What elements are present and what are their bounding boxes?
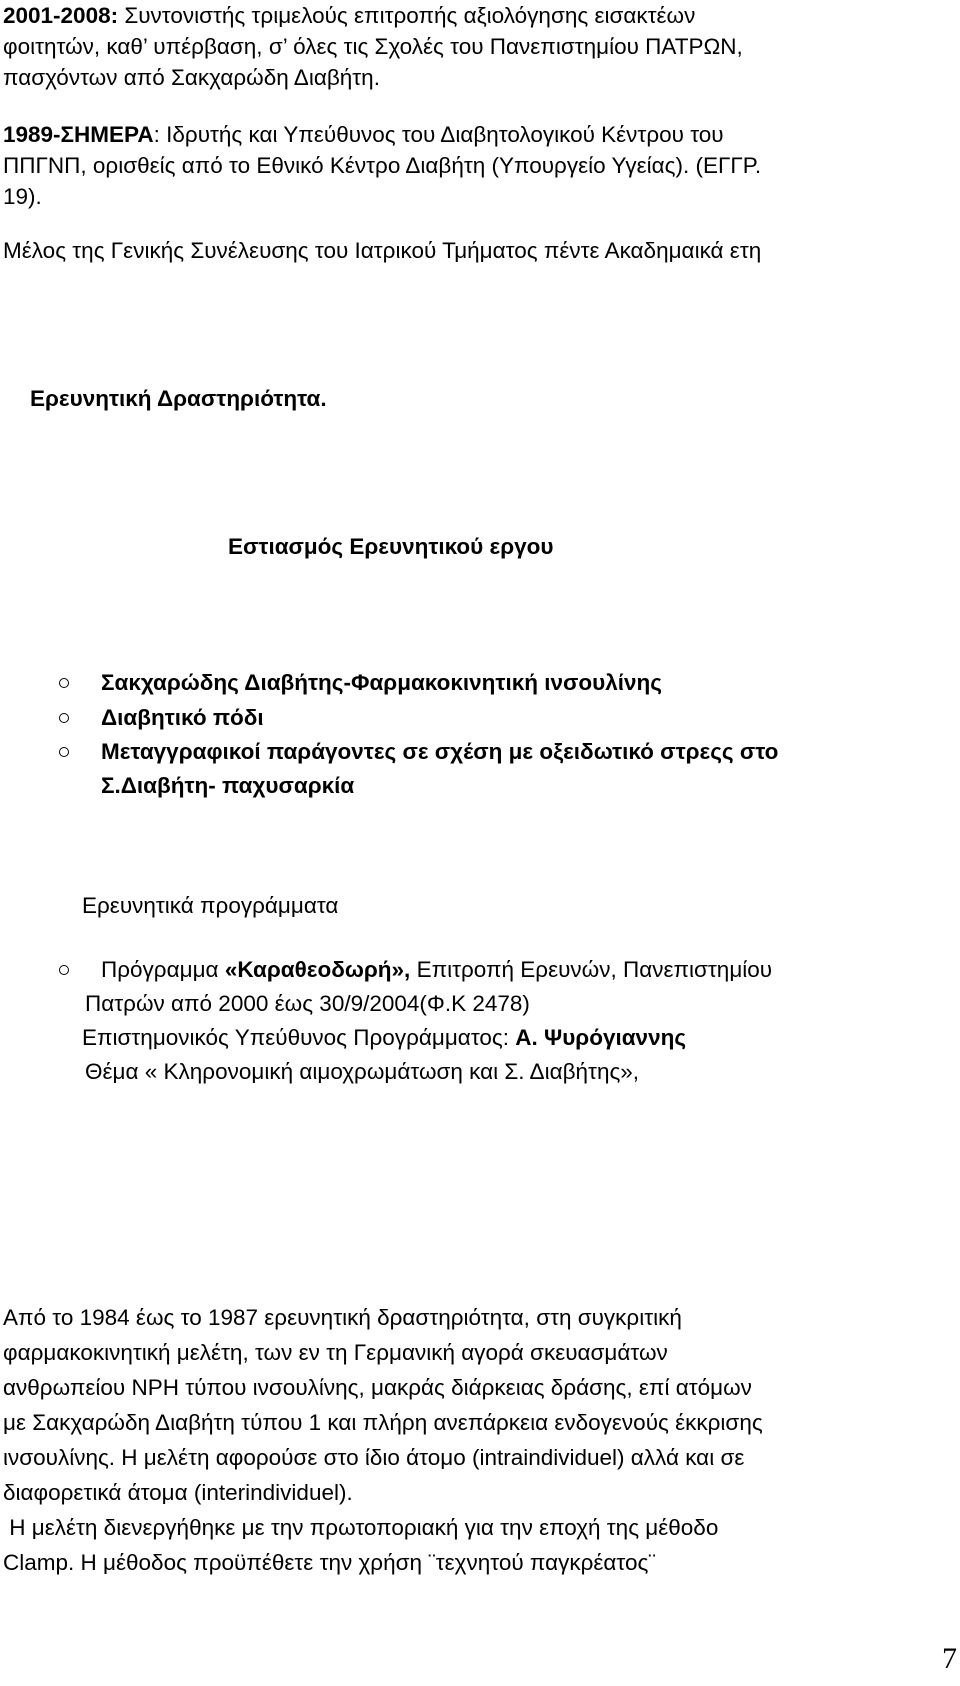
paragraph-line: ανθρωπείου NPH τύπου ινσουλίνης, μακράς διάρκειας δράσης, επί ατόμων (3, 1375, 752, 1400)
founder-line-1 (3, 124, 724, 147)
research-programs-heading: Ερευνητικά προγράμματα (82, 893, 339, 918)
committee-text: Συντονιστής τριμελούς επιτροπής αξιολόγησης εισακτέων (118, 3, 696, 28)
paragraph-line: διαφορετικά άτομα (interindividuel). (3, 1480, 353, 1505)
program-line-1 (101, 959, 772, 982)
committee-line-1 (3, 5, 695, 28)
founder-text: : Ιδρυτής και Υπεύθυνος του Διαβητολογικού Κέντρου του (153, 122, 724, 147)
page-number: 7 (942, 1642, 957, 1675)
focus-item: Διαβητικό πόδι (101, 705, 264, 730)
research-activity-heading: Ερευνητική Δραστηριότητα. (30, 386, 327, 411)
program-line-2: Πατρών από 2000 έως 30/9/2004(Φ.Κ 2478) (85, 991, 530, 1016)
paragraph-line: Από το 1984 έως το 1987 ερευνητική δραστηριότητα, στη συγκριτική (3, 1305, 682, 1330)
paragraph-line: φαρμακοκινητική μελέτη, των εν τη Γερμανική αγορά σκευασμάτων (3, 1340, 668, 1365)
paragraph-line: με Σακχαρώδη Διαβήτη τύπου 1 και πλήρη ανεπάρκεια ενδογενούς έκκρισης (3, 1410, 763, 1435)
founder-years: 1989-ΣΗΜΕΡΑ (3, 122, 154, 147)
program-line-4: Θέμα « Κληρονομική αιμοχρωμάτωση και Σ. Διαβήτης», (85, 1059, 640, 1084)
bullet-dot (59, 678, 69, 688)
program-name: «Καραθεοδωρή», (224, 957, 411, 982)
committee-years: 2001-2008: (3, 3, 119, 28)
program-lead-label: Επιστημονικός Υπεύθυνος Προγράμματος: (82, 1025, 516, 1050)
paragraph-line: ινσουλίνης. Η μελέτη αφορούσε στο ίδιο άτομο (intraindividuel) αλλά και σε (3, 1445, 745, 1470)
program-sponsor: Επιτροπή Ερευνών, Πανεπιστημίου (410, 957, 773, 982)
program-line-3 (82, 1027, 686, 1050)
paragraph-line: Clamp. Η μέθοδος προϋπέθετε την χρήση ¨τεχνητού παγκρέατος¨ (3, 1550, 656, 1575)
bullet-dot (59, 747, 69, 757)
program-lead-name: Α. Ψυρόγιαννης (515, 1025, 687, 1050)
committee-line-2: φοιτητών, καθ’ υπέρβαση, σ’ όλες τις Σχολές του Πανεπιστημίου ΠΑΤΡΩΝ, (3, 34, 743, 59)
research-focus-heading: Εστιασμός Ερευνητικού εργου (228, 534, 554, 559)
assembly-member-line: Μέλος της Γενικής Συνέλευσης του Ιατρικού Τμήματος πέντε Ακαδημαικά ετη (3, 238, 762, 263)
bullet-dot (59, 713, 69, 723)
focus-item: Σακχαρώδης Διαβήτης-Φαρμακοκινητική ινσουλίνης (101, 670, 662, 695)
focus-item: Μεταγγραφικοί παράγοντες σε σχέση με οξειδωτικό στρεςς στο (101, 739, 779, 764)
founder-line-2: ΠΠΓΝΠ, ορισθείς από το Εθνικό Κέντρο Διαβήτη (Υπουργείο Υγείας). (ΕΓΓΡ. (3, 153, 762, 178)
paragraph-line: Η μελέτη διενεργήθηκε με την πρωτοποριακή για την εποχή της μέθοδο (3, 1515, 719, 1540)
program-prefix: Πρόγραμμα (101, 957, 225, 982)
bullet-dot (59, 965, 69, 975)
founder-line-3: 19). (3, 184, 42, 209)
focus-item-continuation: Σ.Διαβήτη- παχυσαρκία (101, 773, 355, 798)
committee-line-3: πασχόντων από Σακχαρώδη Διαβήτη. (3, 65, 380, 90)
